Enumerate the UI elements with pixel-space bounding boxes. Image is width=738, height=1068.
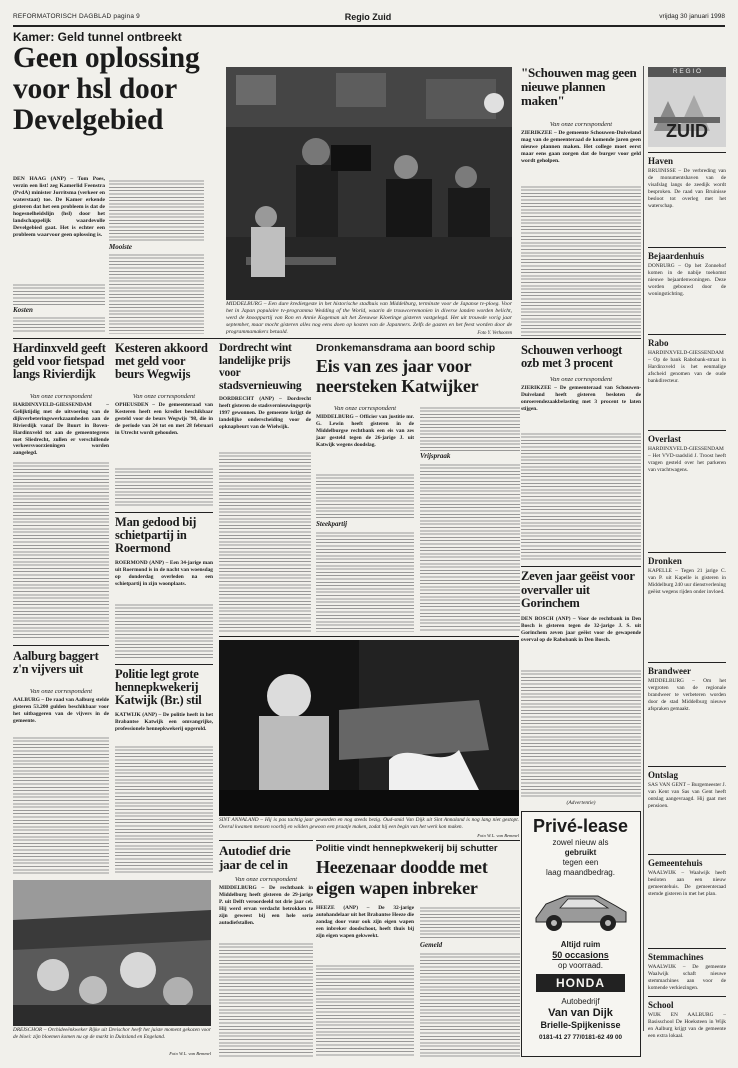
regio-ontslag-title: Ontslag xyxy=(648,770,679,780)
hennep-body-b2 xyxy=(420,951,520,1057)
ad-dealer2: Van van Dijk xyxy=(548,1007,613,1019)
regio-school-title: School xyxy=(648,1000,674,1010)
regio-overlast-text: HARDINXVELD-GIESSENDAM – Het VVD-raadslid J. Troost heeft vragen gesteld over het parkeren van vrachtwagens. xyxy=(648,446,726,473)
ad-title: Privé-lease xyxy=(532,816,629,836)
main-body-b2 xyxy=(109,252,204,334)
regio-banner: R E G I O xyxy=(648,67,726,77)
ozb-lead: ZIERIKZEE – De gemeenteraad van Schouwen-Duiveland heeft gisteren besloten de onroerendezaakbelasting met 3 procent te laten stijgen. xyxy=(521,385,641,412)
header-right: vrijdag 30 januari 1998 xyxy=(659,13,725,20)
page-header xyxy=(13,12,725,24)
autodief-correspondent: Van onze correspondent xyxy=(234,876,298,883)
photo-dreischor-credit: Foto W.L. van Bemmel xyxy=(169,1051,211,1056)
regio-haven-text: BRUINISSE – De verbreding van de monumentshaven van de visafslag langs de zeedijk wordt besproken. De raad van Bruinisse besloot tot overleg met het waterschap. xyxy=(648,168,726,209)
regio-rabo-title: Rabo xyxy=(648,338,669,348)
drama-body-b1 xyxy=(420,405,520,451)
regio-rabo-text: HARDINXVELD-GIESSENDAM – Op de bank Rabobank-straat in Hardinxveld is het eenmalige afscheid genomen van de oude bankdirecteur. xyxy=(648,350,726,384)
drama-body-a1 xyxy=(316,472,414,518)
aalburg-lead: AALBURG – De raad van Aalburg stelde gisteren 53.200 gulden beschikbaar voor het uitbaggeren van de vijvers in de gemeente. xyxy=(13,697,109,724)
roermond-headline: Man gedood bij schietpartij in Roermond xyxy=(115,515,197,555)
photo-dreischor-caption: DREISCHOR – Orchideeënkweker Rijke uit Dreischor heeft het juiste moment gekozen voor de bloei: zijn bloemen komen nu op de markt in Duitsland en Engeland. xyxy=(13,1027,211,1040)
col1-rule xyxy=(13,645,109,646)
hennep-headline: Heezenaar doodde met eigen wapen inbreker xyxy=(316,857,488,898)
photo-wedding-caption: MIDDELBURG – Een dure kredietgeste in het historische stadhuis van Middelburg, terminste voor de Japanse tv-ploeg. Voor het in Japan populaire tv-programma Wedding of the World, waarin de trouwceremonien in diverse landen worden belicht, werd de knooppartij van Ron en Annie Kogeman uit het Zeeuwse Kloetinge gisteren vastgelegd. Het uit trouwde vorig jaar september, maar mocht gisteren alles nog eens doen op kosten van de Japanners. Zelfs de gasten en het feest worden door de programmamakers betaald. xyxy=(226,301,512,335)
photo-wedding-credit: Foto Y. Verhooren xyxy=(477,331,512,336)
regio-stemmachines-text: WAALWIJK – De gemeente Waalwijk schaft nieuwe stemmachines aan voor de komende verkiezingen. xyxy=(648,964,726,991)
regio-dronken-title: Dronken xyxy=(648,556,682,566)
kesteren-correspondent: Van onze correspondent xyxy=(132,393,196,400)
regio-gemeentehuis-title: Gemeentehuis xyxy=(648,858,703,868)
regio-bejaardenhuis-title: Bejaardenhuis xyxy=(648,251,705,261)
dordrecht-lead: DORDRECHT (ANP) – Dordrecht heeft gisteren de stadsvernieuwingsprijs 1997 gewonnen. De gemeente krijgt de landelijke onderscheiding voor de opknapbeurt van de Wielwijk. xyxy=(219,396,311,430)
regio-divider xyxy=(643,66,644,1031)
autodief-lead: MIDDELBURG – De rechtbank in Middelburg heeft gisteren de 29-jarige P. uit Delft veroordeeld tot drie jaar cel. Hij werd ervan verdacht betrokken te zijn geweest bij een hele serie autodiefstallen. xyxy=(219,885,313,926)
regio-brandweer-text: MIDDELBURG – Om het vergroten van de regionale brandweer te verbeteren worden door de stad Middelburg nieuwe afspraken gemaakt. xyxy=(648,678,726,712)
roermond-body xyxy=(115,602,213,660)
main-headline: Geen oplossing voor hsl door Develgebied xyxy=(13,42,200,136)
photo-smid-credit: Foto W.L. van Bemmel xyxy=(477,833,519,838)
main-kicker: Kamer: Geld tunnel ontbreekt xyxy=(13,30,182,44)
regio-column xyxy=(648,152,726,1039)
kesteren-body xyxy=(115,466,213,508)
col2-rule-2 xyxy=(115,664,213,665)
regio-logo xyxy=(648,77,726,147)
katwijk-lead: KATWIJK (ANP) – De politie heeft in het Brabantse Katwijk een omvangrijke, professionele hennepkwekerij opgerold. xyxy=(115,712,213,732)
kesteren-lead: OPHEUSDEN – De gemeenteraad van Kesteren heeft een krediet beschikbaar gesteld voor de beurs Wegwijs '98, die in de periode van 24 tot en met 28 februari in Utrecht wordt gehouden. xyxy=(115,402,213,436)
header-left: REFORMATORISCH DAGBLAD pagina 9 xyxy=(13,13,140,20)
photo-smid-caption: SINT ANNALAND – Hij is pas tachtig jaar geworden en nog steeds bezig. Oud-smid Van Dijk uit Sint Annaland is nog lang niet gestopt. Overal kwamen mensen voorbij en wilden gewoon een praatje maken, zodat hij een begin van het werk kon maken. xyxy=(219,817,519,830)
hennep-rule xyxy=(316,840,520,841)
main-sub-kosten: Kosten xyxy=(13,306,33,314)
aalburg-correspondent: Van onze correspondent xyxy=(29,688,93,695)
main-body-b1 xyxy=(109,178,204,241)
hardinxveld-headline: Hardinxveld geeft geld voor fietspad langs Rivierdijk xyxy=(13,341,106,381)
dordrecht-body xyxy=(219,450,311,634)
autodief-headline: Autodief drie jaar de cel in xyxy=(219,843,291,872)
drama-correspondent: Van onze correspondent xyxy=(333,405,397,412)
ad-honda[interactable] xyxy=(521,811,641,1057)
main-sub-mooiste: Mooiste xyxy=(109,243,132,251)
autodief-body xyxy=(219,941,313,1057)
regio-haven-title: Haven xyxy=(648,156,674,166)
drama-body-b2 xyxy=(420,462,520,632)
ad-phone: 0181-41 27 77/0181-62 49 00 xyxy=(539,1034,622,1041)
ad-label: (Advertentie) xyxy=(566,800,596,806)
ad-line7: op voorraad. xyxy=(558,961,603,970)
zeven-body xyxy=(521,668,641,798)
ad-line2: gebruikt xyxy=(564,848,597,857)
hardinxveld-correspondent: Van onze correspondent xyxy=(29,393,93,400)
hennep-body-a xyxy=(316,963,414,1057)
drama-lead: MIDDELBURG – Officier van justitie mr. G. Lewin heeft gisteren in de Middelburgse rechtbank een eis van zes jaar gesteld tegen de 26-jarige J. uit Katwijk wegens doodslag. xyxy=(316,414,414,448)
regio-brandweer-title: Brandweer xyxy=(648,666,691,676)
hennep-body-b1 xyxy=(420,905,520,939)
main-lead: DEN HAAG (ANP) – Tom Poes, verzin een list! zeg Kamerlid Feenstra (PvdA) minister Jorritsma (verkeer en waterstaat) toe. De Kamer erkende gisteren dat het een probleem is dat de hogesnelheidslijn (hsl) door het landschappelijk waardevolle Develgebied gaat. Het is echter een probleem waarvoor geen oplossing is. xyxy=(13,176,105,239)
zeven-lead: DEN BOSCH (ANP) – Voor de rechtbank in Den Bosch is gisteren tegen de 32-jarige J. S. uit Gorinchem zeven jaar geëist voor de gewapende overval op de Rabobank in Den Bosch. xyxy=(521,616,641,643)
drama-sub-steekpartij: Steekpartij xyxy=(316,520,348,528)
katwijk-body xyxy=(115,744,213,874)
plannen-body xyxy=(521,184,641,336)
drama-headline: Eis van zes jaar voor neersteken Katwijker xyxy=(316,356,479,396)
ad-dealer1: Autobedrijf xyxy=(561,997,600,1006)
ad-car-image xyxy=(530,882,631,936)
regio-logo-text: ZUID xyxy=(666,121,708,141)
ozb-rule xyxy=(521,338,641,339)
main-body-a2 xyxy=(13,315,105,333)
dordrecht-headline: Dordrecht wint landelijke prijs voor stadsvernieuwing xyxy=(219,342,302,392)
col2-rule-1 xyxy=(115,512,213,513)
ozb-correspondent: Van onze correspondent xyxy=(549,376,613,383)
kesteren-headline: Kesteren akkoord met geld voor beurs Wegwijs xyxy=(115,341,208,381)
hennep-lead: HEEZE (ANP) – De 32-jarige autohandelaar uit het Brabantse Heeze die zondag door vuur ook zijn eigen wapen een inbreker doodschoot, heeft thuis bij zijn eigen wapen gekweekt. xyxy=(316,905,414,939)
ad-line3: tegen een xyxy=(562,858,599,867)
aalburg-headline: Aalburg baggert z'n vijvers uit xyxy=(13,649,99,676)
plannen-correspondent: Van onze correspondent xyxy=(549,121,613,128)
regio-school-text: WIJK EN AALBURG – Basisschool De Hoeksteen in Wijk en Aalburg krijgt van de gemeente een extra lokaal. xyxy=(648,1012,726,1039)
hardinxveld-lead: HARDINXVELD-GIESSENDAM – Gelijktijdig met de uitvoering van de dijkverbeteringswerkzaamheden aan de Rivierdijk vanaf De Buurt in Boven-Hardinxveld tot aan de gemeentegrens met Sliedrecht, zullen er verschillende verkeersvoorzieningen worden aangelegd. xyxy=(13,402,109,457)
photo-smid xyxy=(219,640,519,816)
photo-dreischor xyxy=(13,880,211,1026)
katwijk-headline: Politie legt grote hennepkwekerij Katwijk (Br.) stil xyxy=(115,667,202,707)
ozb-headline: Schouwen verhoogt ozb met 3 procent xyxy=(521,343,623,370)
roermond-lead: ROERMOND (ANP) – Een 34-jarige man uit Roermond is in de nacht van woensdag op donderdag overleden na een schietpartij in zijn woonplaats. xyxy=(115,560,213,587)
zeven-headline: Zeven jaar geëist voor overvaller uit Gorinchem xyxy=(521,569,635,610)
drama-sub-vrijspraak: Vrijspraak xyxy=(420,452,451,460)
plannen-headline: "Schouwen mag geen nieuwe plannen maken" xyxy=(521,65,637,108)
regio-dronken-text: KAPELLE – Tegen 21 jarige C. van P. uit Kapelle is gisteren in Middelburg 240 uur dienstverlening geëist wegens rijden onder invloed. xyxy=(648,568,726,595)
ad-honda-logo: HONDA xyxy=(536,974,625,992)
autodief-rule xyxy=(219,840,313,841)
regio-overlast-title: Overlast xyxy=(648,434,681,444)
ad-line6: 50 occasions xyxy=(552,950,609,960)
hennep-kicker: Politie vindt hennepkwekerij bij schutter xyxy=(316,843,498,854)
regio-stemmachines-title: Stemmachines xyxy=(648,952,704,962)
hennep-sub-gemeld: Gemeld xyxy=(420,941,443,949)
ad-line4: laag maandbedrag. xyxy=(546,868,615,877)
drama-kicker: Dronkemansdrama aan boord schip xyxy=(316,342,496,354)
hardinxveld-body xyxy=(13,460,109,640)
ad-line1: zowel nieuw als xyxy=(552,838,609,847)
header-rule xyxy=(13,25,725,27)
photo-mid-rule xyxy=(219,636,519,637)
plannen-lead: ZIERIKZEE – De gemeente Schouwen-Duiveland mag van de gemeenteraad de komende jaren geen nieuwe plannen maken. Het college moet eerst maar eens gaan zorgen dat de burger voor geld wordt geholpen. xyxy=(521,130,641,164)
main-body-a1 xyxy=(13,282,105,306)
aalburg-body xyxy=(13,735,109,875)
drama-body-a2 xyxy=(316,530,414,632)
photo-wedding xyxy=(226,67,512,300)
ozb-body xyxy=(521,431,641,561)
regio-bejaardenhuis-text: DONBURG – Op het Zonnehof komen in de nabije toekomst nieuwe bejaardenwoningen. Deze worden gebouwd door de woningstichting. xyxy=(648,263,726,297)
ad-line5: Altijd ruim xyxy=(560,940,601,949)
regio-gemeentehuis-text: WAALWIJK – Waalwijk heeft besloten aan een nieuw gemeentehuis. De gemeenteraad stemde gisteren in met het plan. xyxy=(648,870,726,897)
regio-ontslag-text: SAS VAN GENT – Burgemeester J. van Kent van Sas van Gent heeft ontslag aangevraagd. Hij gaat met pensioen. xyxy=(648,782,726,809)
header-center: Regio Zuid xyxy=(344,12,392,22)
zeven-rule xyxy=(521,566,641,567)
ad-dealer3: Brielle-Spijkenisse xyxy=(540,1020,621,1030)
